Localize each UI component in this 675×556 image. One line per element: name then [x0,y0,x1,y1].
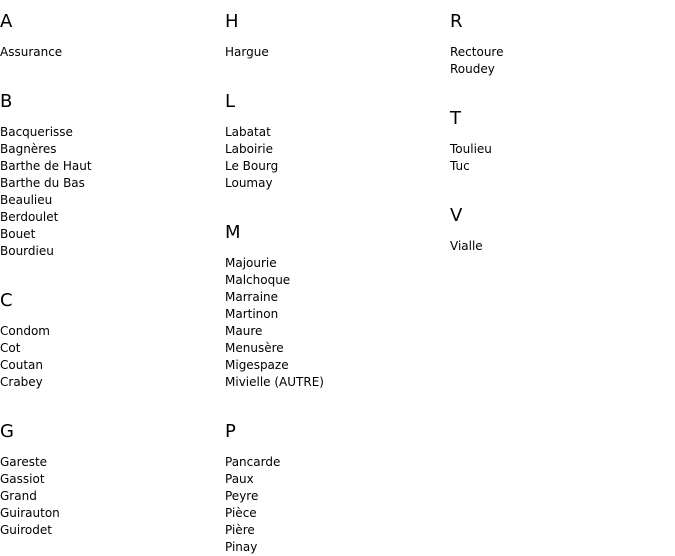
letter-group-m [225,192,450,391]
place-list [0,124,225,260]
place-link[interactable]: Mivielle (AUTRE) [225,375,324,389]
group-spacer [225,61,450,80]
place-link[interactable]: Malchoque [225,273,291,287]
place-list [0,454,225,539]
place-link[interactable]: Toulieu [450,142,492,156]
place-link[interactable]: Bacquerisse [0,125,73,139]
letter-group-p [225,391,450,556]
place-link[interactable]: Barthe du Bas [0,176,85,190]
place-link[interactable]: Guirodet [0,523,52,537]
place-link[interactable]: Martinon [225,307,279,321]
group-spacer [450,78,675,97]
place-link[interactable]: Gassiot [0,472,45,486]
letter-heading: L [225,91,236,112]
place-link[interactable]: Pancarde [225,455,281,469]
index-column-1 [0,0,225,539]
place-link[interactable]: Berdoulet [0,210,59,224]
place-link[interactable]: Bouet [0,227,36,241]
place-link[interactable]: Loumay [225,176,273,190]
place-list [0,44,225,61]
letter-group-v [450,175,675,255]
letter-group-r [450,11,675,78]
group-spacer [225,192,450,211]
place-link[interactable]: Bourdieu [0,244,54,258]
place-link[interactable]: Le Bourg [225,159,279,173]
letter-group-l [225,61,450,192]
place-link[interactable]: Grand [0,489,37,503]
letter-group-c [0,260,225,391]
letter-heading: C [0,290,13,311]
place-link[interactable]: Roudey [450,62,495,76]
index-column-2 [225,0,450,556]
place-link[interactable]: Assurance [0,45,63,59]
place-link[interactable]: Cot [0,341,21,355]
place-link[interactable]: Pière [225,523,255,537]
place-link[interactable]: Pinay [225,540,258,554]
group-spacer [0,391,225,410]
place-list [225,454,450,556]
letter-heading: M [225,222,241,243]
place-list [450,238,675,255]
place-link[interactable]: Crabey [0,375,43,389]
group-spacer [0,61,225,80]
place-link[interactable]: Vialle [450,239,483,253]
place-link[interactable]: Barthe de Haut [0,159,92,173]
place-link[interactable]: Paux [225,472,254,486]
place-link[interactable]: Menusère [225,341,284,355]
place-link[interactable]: Labatat [225,125,271,139]
place-link[interactable]: Hargue [225,45,269,59]
place-link[interactable]: Marraine [225,290,279,304]
place-list [450,44,675,78]
letter-group-t [450,78,675,175]
place-link[interactable]: Guirauton [0,506,60,520]
letter-group-a [0,11,225,61]
place-link[interactable]: Majourie [225,256,277,270]
place-link[interactable]: Migespaze [225,358,289,372]
index-column-3 [450,0,675,255]
place-link[interactable]: Laboirie [225,142,273,156]
place-list [225,44,450,61]
place-link[interactable]: Tuc [450,159,470,173]
place-link[interactable]: Beaulieu [0,193,53,207]
letter-heading: H [225,11,239,32]
group-spacer [0,260,225,279]
letter-group-b [0,61,225,260]
place-link[interactable]: Condom [0,324,50,338]
letter-heading: T [450,108,461,129]
letter-heading: V [450,205,463,226]
letter-heading: R [450,11,463,32]
place-list [450,141,675,175]
place-link[interactable]: Rectoure [450,45,504,59]
place-link[interactable]: Pièce [225,506,257,520]
group-spacer [450,175,675,194]
place-list [0,323,225,391]
place-list [225,255,450,391]
group-spacer [225,391,450,410]
letter-heading: A [0,11,13,32]
place-link[interactable]: Maure [225,324,263,338]
letter-heading: G [0,421,14,442]
letter-group-g [0,391,225,539]
letter-heading: P [225,421,236,442]
place-list [225,124,450,192]
place-link[interactable]: Bagnères [0,142,57,156]
place-link[interactable]: Peyre [225,489,259,503]
place-link[interactable]: Gareste [0,455,48,469]
letter-heading: B [0,91,13,112]
place-link[interactable]: Coutan [0,358,43,372]
letter-group-h [225,11,450,61]
